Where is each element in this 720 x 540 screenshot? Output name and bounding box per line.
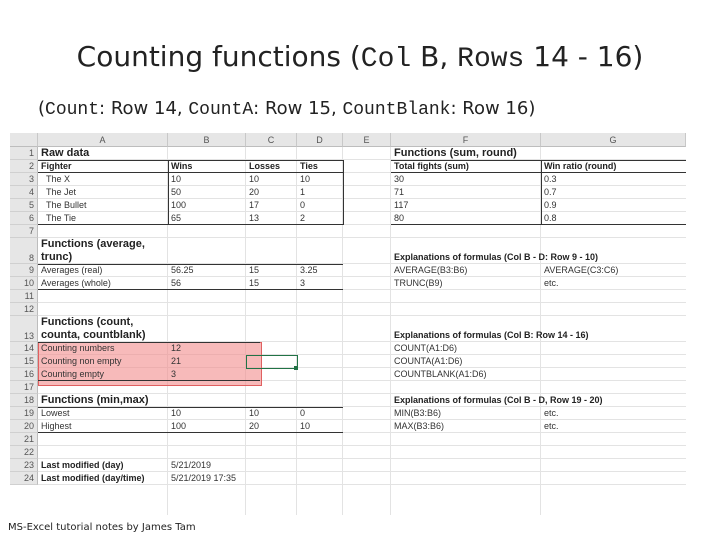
table-border [391,160,686,161]
table-border [343,160,344,225]
row-header-6[interactable]: 6 [10,212,38,225]
column-header-c[interactable]: C [246,133,297,147]
count-cell[interactable]: 12 [171,343,182,353]
column-header-f[interactable]: F [391,133,541,147]
avg-explanations-title[interactable]: Explanations of formulas (Col B - D: Row 9 - 10) [394,252,599,262]
gridline-col [296,147,297,515]
minmax-cell[interactable]: 0 [300,408,306,418]
gridline-row [38,198,686,199]
raw-data-title[interactable]: Raw data [41,147,90,159]
gridline-row [38,276,686,277]
raw-data-cell[interactable]: 10 [171,174,182,184]
raw-data-header[interactable]: Ties [300,161,318,171]
table-border [38,407,343,408]
row-header-24[interactable]: 24 [10,472,38,485]
table-border [38,342,260,343]
row-header-15[interactable]: 15 [10,355,38,368]
footer-credit: MS-Excel tutorial notes by James Tam [8,522,196,533]
functions-sum-cell[interactable]: 71 [394,187,405,197]
row-header-12[interactable]: 12 [10,303,38,316]
count-cell[interactable]: Counting empty [41,369,105,379]
avg-cell[interactable]: 3 [300,278,306,288]
avg-cell[interactable]: 56 [171,278,182,288]
minmax-explanation[interactable]: MIN(B3:B6) [394,408,442,418]
minmax-cell[interactable]: 10 [249,408,260,418]
raw-data-header[interactable]: Losses [249,161,281,171]
avg-cell[interactable]: 15 [249,278,260,288]
count-cell[interactable]: Counting non empty [41,356,122,366]
count-explanation[interactable]: COUNTA(A1:D6) [394,356,463,366]
table-border [391,172,686,173]
functions-sum-cell[interactable]: 80 [394,213,405,223]
avg-cell[interactable]: 15 [249,265,260,275]
minmax-explanation[interactable]: MAX(B3:B6) [394,421,445,431]
row-header-5[interactable]: 5 [10,199,38,212]
raw-data-cell[interactable]: 20 [249,187,260,197]
row-header-21[interactable]: 21 [10,433,38,446]
gridline-row [38,315,686,316]
avg-explanation[interactable]: AVERAGE(B3:B6) [394,265,468,275]
count-cell[interactable]: 3 [171,369,177,379]
avg-cell[interactable]: 56.25 [171,265,194,275]
raw-data-cell[interactable]: 0 [300,200,306,210]
row-header-4[interactable]: 4 [10,186,38,199]
raw-data-cell[interactable]: 65 [171,213,182,223]
row-header-3[interactable]: 3 [10,173,38,186]
table-border [38,380,260,381]
functions-sum-cell[interactable]: 0.3 [544,174,557,184]
gridline-row [38,458,686,459]
minmax-cell[interactable]: 10 [171,408,182,418]
raw-data-cell[interactable]: 10 [300,174,311,184]
row-header-17[interactable]: 17 [10,381,38,394]
gridline-row [38,211,686,212]
raw-data-cell[interactable]: 17 [249,200,260,210]
avg-cell[interactable]: Averages (whole) [41,278,111,288]
minmax-explanation[interactable]: etc. [544,408,559,418]
table-border [38,289,343,290]
last-modified-daytime-value[interactable]: 5/21/2019 17:35 [171,473,237,483]
gridline-row [38,185,686,186]
functions-sum-header[interactable]: Total fights (sum) [394,161,469,171]
raw-data-cell[interactable]: 100 [171,200,187,210]
count-explanation[interactable]: COUNT(A1:D6) [394,343,458,353]
minmax-explanation[interactable]: etc. [544,421,559,431]
avg-title-line1[interactable]: Functions (average, [41,238,145,250]
avg-cell[interactable]: Averages (real) [41,265,103,275]
column-header-b[interactable]: B [168,133,246,147]
active-cell-selection[interactable] [246,355,298,369]
column-header-g[interactable]: G [541,133,686,147]
table-border [38,264,343,265]
minmax-cell[interactable]: 100 [171,421,187,431]
count-explanation[interactable]: COUNTBLANK(A1:D6) [394,369,487,379]
row-header-14[interactable]: 14 [10,342,38,355]
last-modified-daytime-label[interactable]: Last modified (day/time) [41,473,145,483]
minmax-cell[interactable]: 10 [300,421,311,431]
table-border [38,432,343,433]
row-header-7[interactable]: 7 [10,225,38,238]
avg-explanation[interactable]: AVERAGE(C3:C6) [544,265,619,275]
column-header-a[interactable]: A [38,133,168,147]
functions-sum-title[interactable]: Functions (sum, round) [394,147,517,159]
row-header-11[interactable]: 11 [10,290,38,303]
row-header-2[interactable]: 2 [10,160,38,173]
table-border [38,172,343,173]
minmax-cell[interactable]: Highest [41,421,72,431]
avg-explanation[interactable]: TRUNC(B9) [394,278,443,288]
functions-sum-cell[interactable]: 0.7 [544,187,557,197]
minmax-explanations-title[interactable]: Explanations of formulas (Col B - D, Row 19 - 20) [394,395,603,405]
table-border [391,224,686,225]
avg-cell[interactable]: 3.25 [300,265,318,275]
count-explanations-title[interactable]: Explanations of formulas (Col B: Row 14 - 16) [394,330,589,340]
fill-handle[interactable] [294,366,298,370]
raw-data-cell[interactable]: 2 [300,213,306,223]
raw-data-cell[interactable]: The Jet [46,187,77,197]
column-header-e[interactable]: E [343,133,391,147]
gridline-row [38,484,686,485]
last-modified-day-label[interactable]: Last modified (day) [41,460,124,470]
last-modified-day-value[interactable]: 5/21/2019 [171,460,212,470]
slide-subtitle: (Count: Row 14, CountA: Row 15, CountBlank: Row 16) [38,98,536,120]
raw-data-header[interactable]: Fighter [41,161,72,171]
raw-data-cell[interactable]: 13 [249,213,260,223]
row-header-1[interactable]: 1 [10,147,38,160]
gridline-row [38,445,686,446]
raw-data-cell[interactable]: 10 [249,174,260,184]
spreadsheet[interactable] [10,133,686,515]
functions-sum-cell[interactable]: 0.9 [544,200,557,210]
count-cell[interactable]: Counting numbers [41,343,115,353]
row-header-22[interactable]: 22 [10,446,38,459]
row-header-20[interactable]: 20 [10,420,38,433]
table-border [38,224,343,225]
select-all-corner[interactable] [10,133,38,147]
row-header-10[interactable]: 10 [10,277,38,290]
raw-data-cell[interactable]: The Tie [46,213,77,223]
minmax-cell[interactable]: Lowest [41,408,70,418]
functions-sum-cell[interactable]: 30 [394,174,405,184]
row-header-18[interactable]: 18 [10,394,38,407]
raw-data-cell[interactable]: The Bullet [46,200,87,210]
column-header-d[interactable]: D [297,133,343,147]
raw-data-header[interactable]: Wins [171,161,193,171]
gridline-row [38,302,686,303]
count-title-line2: counta, countblank) [41,329,146,341]
row-header-23[interactable]: 23 [10,459,38,472]
table-border [541,160,542,225]
raw-data-cell[interactable]: 1 [300,187,306,197]
row-header-13[interactable]: 13 [10,316,38,342]
gridline-row [38,419,686,420]
row-header-8[interactable]: 8 [10,238,38,264]
raw-data-cell[interactable]: 50 [171,187,182,197]
table-border [168,160,169,225]
table-border [38,160,343,161]
row-header-16[interactable]: 16 [10,368,38,381]
functions-sum-cell[interactable]: 0.8 [544,213,557,223]
gridline-col [390,147,391,515]
count-title-line1[interactable]: Functions (count, [41,316,134,328]
avg-title-line2: trunc) [41,251,73,263]
functions-sum-header[interactable]: Win ratio (round) [544,161,617,171]
count-cell[interactable]: 21 [171,356,182,366]
functions-sum-cell[interactable]: 117 [394,200,409,210]
avg-explanation[interactable]: etc. [544,278,559,288]
row-header-19[interactable]: 19 [10,407,38,420]
row-header-9[interactable]: 9 [10,264,38,277]
slide-title: Counting functions (Col B, Rows 14 - 16) [76,40,644,75]
minmax-title[interactable]: Functions (min,max) [41,394,149,406]
minmax-cell[interactable]: 20 [249,421,260,431]
raw-data-cell[interactable]: The X [46,174,71,184]
gridline-col [245,147,246,515]
